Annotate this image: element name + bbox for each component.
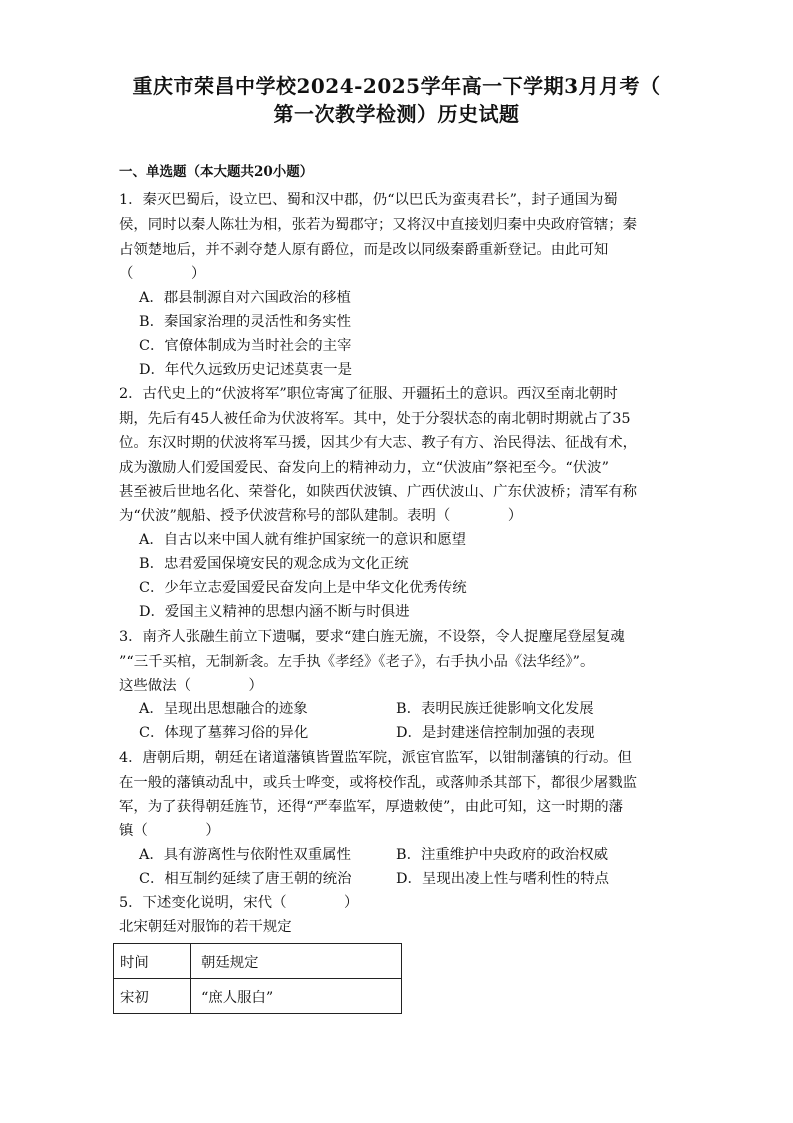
question-5-table-caption: 北宋朝廷对服饰的若干规定	[119, 919, 292, 935]
question-4-option-b: B．注重维护中央政府的政治权威	[396, 847, 609, 863]
table-header-cell: 朝廷规定	[191, 944, 402, 979]
table-header-row	[114, 944, 402, 979]
question-2-option-c: C．少年立志爱国爱民奋发向上是中华文化优秀传统	[139, 580, 467, 596]
question-2-option-a: A．自古以来中国人就有维护国家统一的意识和愿望	[139, 532, 466, 548]
dress-rules-table	[113, 943, 402, 1014]
question-2-text: 位。东汉时期的伏波将军马援，因其少有大志、教子有方、治民得法、征战有术，	[119, 435, 638, 451]
question-3-option-c: C．体现了墓葬习俗的异化	[139, 725, 309, 741]
question-5-text: 5．下述变化说明，宋代（ ）	[119, 895, 359, 911]
question-3-option-b: B．表明民族迁徙影响文化发展	[396, 701, 594, 717]
question-3-text: 这些做法（ ）	[119, 678, 263, 694]
question-4-option-c: C．相互制约延续了唐王朝的统治	[139, 871, 352, 887]
question-1-option-b: B．秦国家治理的灵活性和务实性	[139, 314, 352, 330]
question-1-text: 侯，同时以秦人陈壮为相，张若为蜀郡守；又将汉中直接划归秦中央政府管辖；秦	[119, 217, 638, 233]
section-heading: 一、单选题（本大题共20小题）	[119, 164, 314, 180]
question-1-text: 1．秦灭巴蜀后，设立巴、蜀和汉中郡，仍“以巴氏为蛮夷君长”，封子通国为蜀	[119, 192, 618, 208]
question-4-text: 镇（ ）	[119, 823, 220, 839]
question-4-option-a: A．具有游离性与依附性双重属性	[139, 847, 351, 863]
question-4-text: 军，为了获得朝廷旌节，还得“严奉监军，厚遗敕使”，由此可知，这一时期的藩	[119, 799, 623, 815]
table-row	[114, 979, 402, 1014]
question-3-option-a: A．呈现出思想融合的迹象	[139, 701, 308, 717]
question-2-option-b: B．忠君爱国保境安民的观念成为文化正统	[139, 556, 409, 572]
question-2-text: 期，先后有45人被任命为伏波将军。其中，处于分裂状态的南北朝时期就占了35	[119, 411, 631, 427]
question-2-text: 成为激励人们爱国爱民、奋发向上的精神动力，立“伏波庙”祭祀至今。“伏波”	[119, 460, 609, 476]
question-3-option-d: D．是封建迷信控制加强的表现	[396, 725, 595, 741]
question-1-option-a: A．郡县制源自对六国政治的移植	[139, 290, 351, 306]
table-header-cell: 时间	[114, 944, 191, 979]
page-title-line2: 第一次教学检测）历史试题	[273, 102, 520, 126]
question-1-text: 占领楚地后，并不剥夺楚人原有爵位，而是改以同级秦爵重新登记。由此可知	[119, 242, 609, 258]
question-4-option-d: D．呈现出凌上性与嗜利性的特点	[396, 871, 610, 887]
question-2-text: 为“伏波”舰船、授予伏波营称号的部队建制。表明（ ）	[119, 508, 523, 524]
table-cell: 宋初	[114, 979, 191, 1014]
question-3-text: 3．南齐人张融生前立下遗嘱，要求“建白旌无旒，不设祭，令人捉麈尾登屋复魂	[119, 629, 625, 645]
question-1-option-c: C．官僚体制成为当时社会的主宰	[139, 338, 352, 354]
question-2-text: 2．古代史上的“伏波将军”职位寄寓了征服、开疆拓土的意识。西汉至南北朝时	[119, 386, 618, 402]
question-3-text: ”“三千买棺，无制新衾。左手执《孝经》《老子》，右手执小品《法华经》”。	[119, 654, 595, 670]
question-2-text: 甚至被后世地名化、荣誉化，如陕西伏波镇、广西伏波山、广东伏波桥；清军有称	[119, 484, 638, 500]
question-4-text: 4．唐朝后期，朝廷在诸道藩镇皆置监军院，派宦官监军，以钳制藩镇的行动。但	[119, 750, 632, 766]
page-title-line1: 重庆市荣昌中学校2024-2025学年高一下学期3月月考（	[132, 74, 661, 98]
question-1-option-d: D．年代久远致历史记述莫衷一是	[139, 362, 353, 378]
question-2-option-d: D．爱国主义精神的思想内涵不断与时俱进	[139, 604, 410, 620]
table-cell: “庶人服白”	[191, 979, 402, 1014]
question-1-answer-blank: （ ）	[119, 266, 206, 282]
question-4-text: 在一般的藩镇动乱中，或兵士哗变，或将校作乱，或落帅杀其部下，都很少屠戮监	[119, 775, 638, 791]
